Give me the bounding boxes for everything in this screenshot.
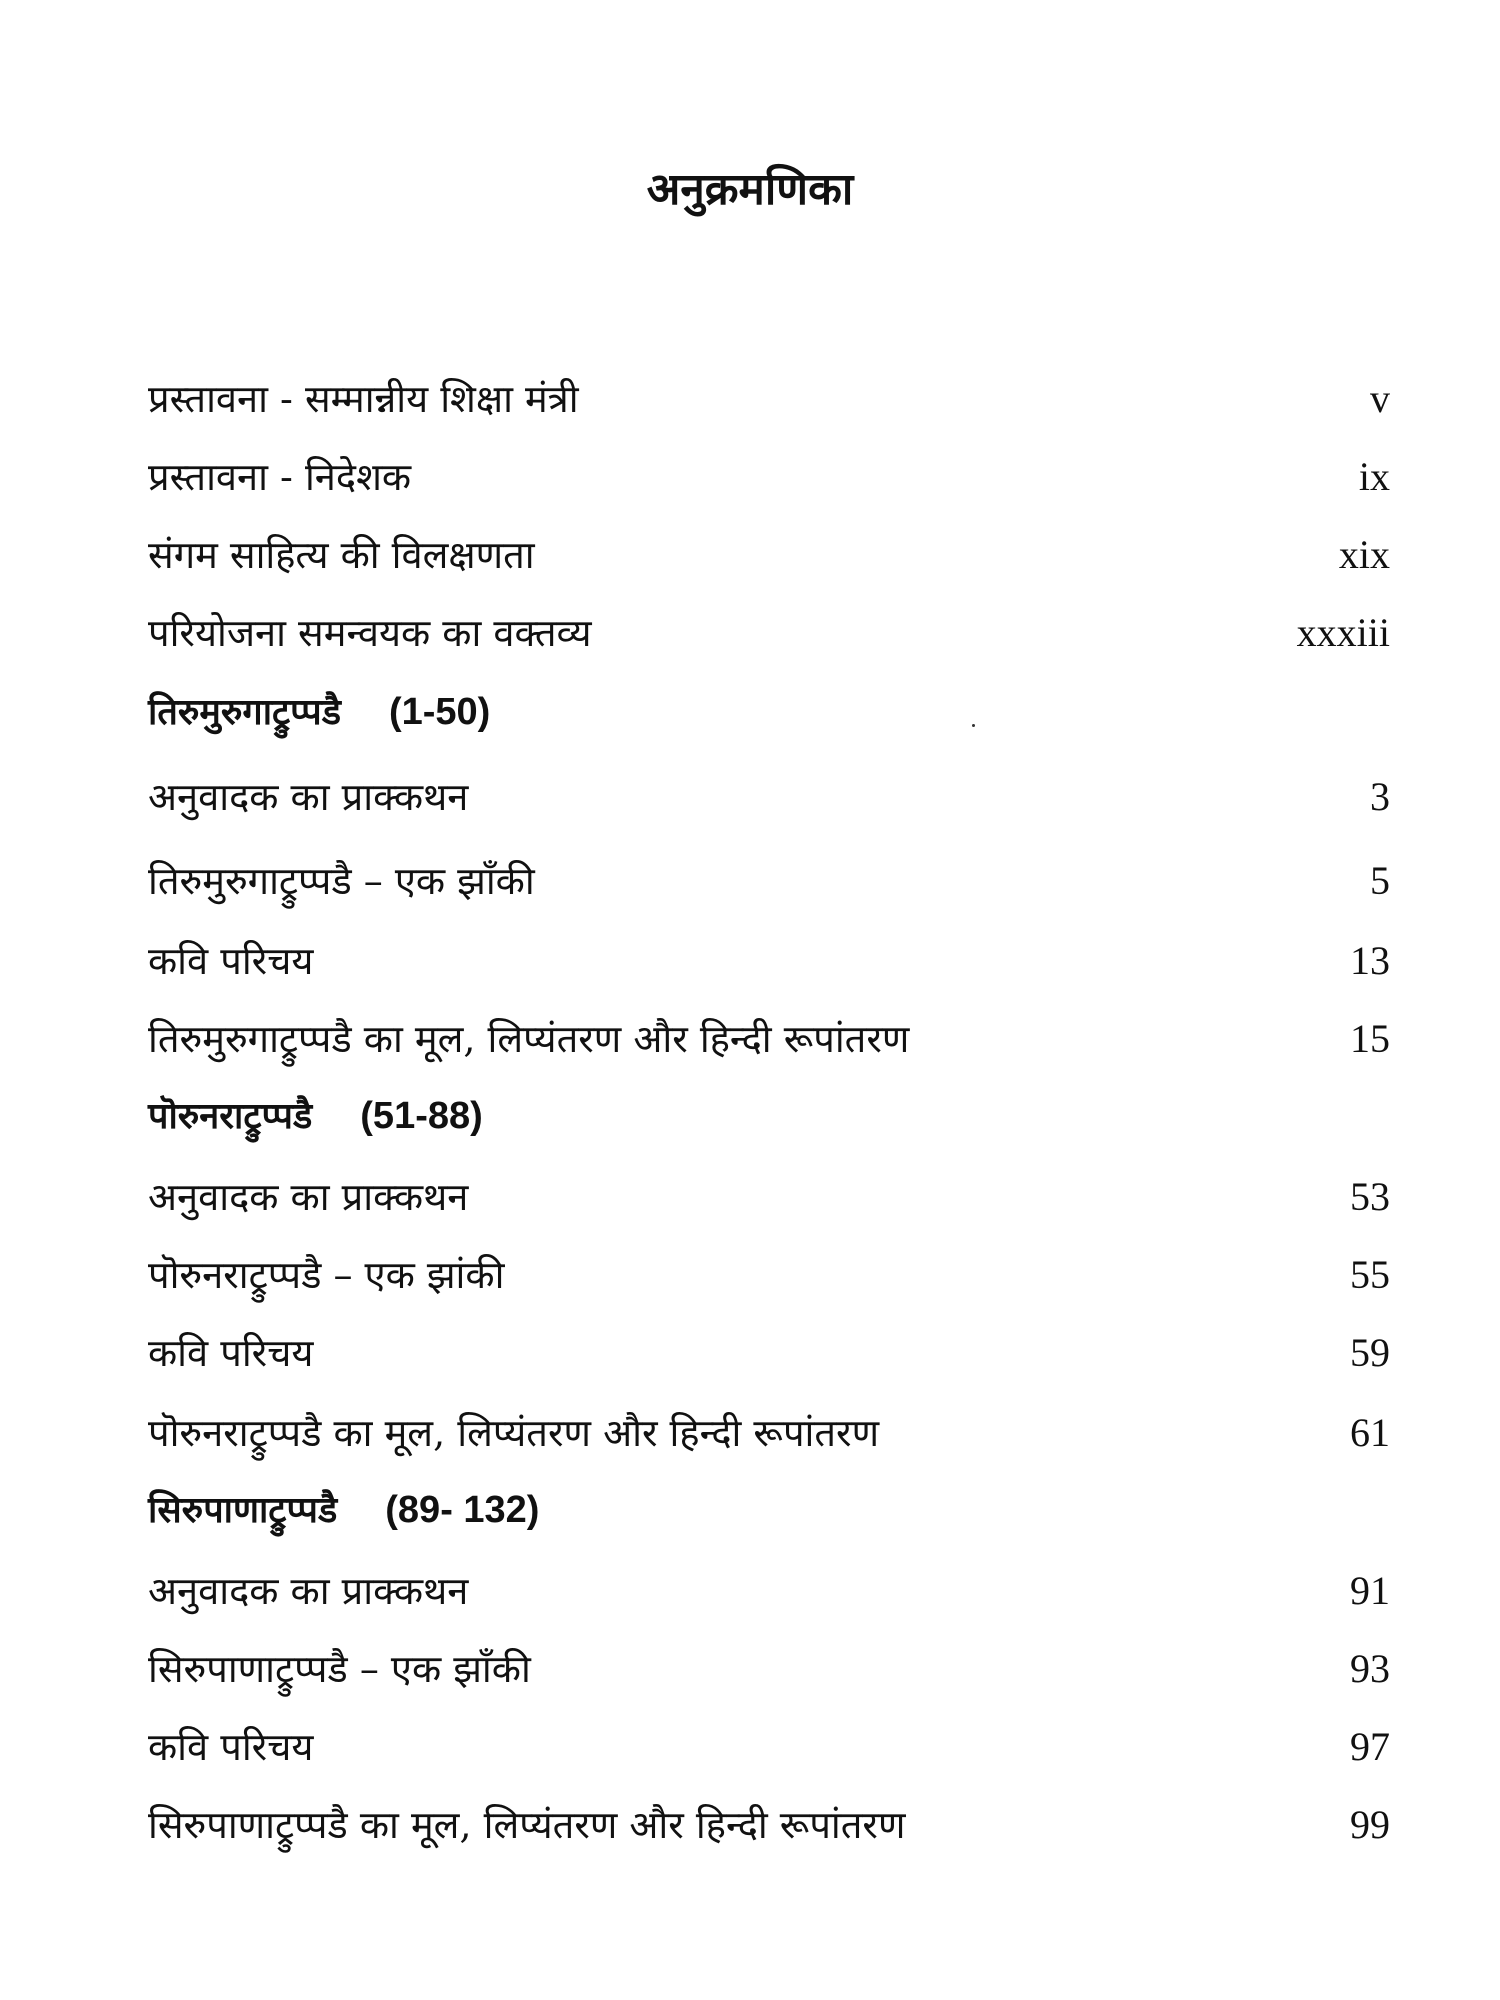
entry-page-number: 3 [1370, 774, 1390, 819]
toc-entry [148, 1794, 1390, 1850]
entry-page-number: 13 [1350, 938, 1390, 983]
entry-label: कवि परिचय [148, 1725, 314, 1769]
toc-entry [148, 524, 1390, 580]
entry-page-number: xix [1338, 532, 1390, 577]
section-range: (1-50) [388, 691, 491, 733]
entry-page-number: 55 [1350, 1252, 1390, 1297]
entry-label: तिरुमुरुगाट्रुप्पडै – एक झाँकी [148, 859, 535, 903]
toc-entry [148, 930, 1390, 986]
entry-page-number: 5 [1370, 858, 1390, 903]
toc-entry [148, 850, 1390, 906]
entry-page-number: 15 [1350, 1016, 1390, 1061]
entry-label: संगम साहित्य की विलक्षणता [148, 533, 535, 577]
entry-label: कवि परिचय [148, 939, 314, 983]
toc-entry [148, 1402, 1390, 1458]
toc-entry [148, 1166, 1390, 1222]
section-title: सिरुपाणाट्रुप्पडै [148, 1490, 338, 1531]
toc-entry [148, 602, 1390, 658]
toc-entry [148, 1716, 1390, 1772]
entry-page-number: ix [1358, 454, 1390, 499]
entry-page-number: 97 [1350, 1724, 1390, 1769]
section-heading [148, 1480, 1390, 1536]
entry-label: पॊरुनराट्रुप्पडै – एक झांकी [148, 1253, 505, 1297]
entry-label: सिरुपाणाट्रुप्पडै – एक झाँकी [148, 1647, 531, 1691]
entry-label: प्रस्तावना - सम्मान्नीय शिक्षा मंत्री [148, 377, 579, 421]
entry-page-number: v [1370, 376, 1390, 421]
section-range: (51-88) [360, 1095, 483, 1137]
entry-page-number: 91 [1350, 1568, 1390, 1613]
entry-label: अनुवादक का प्राक्कथन [148, 1569, 469, 1613]
entry-page-number: 53 [1350, 1174, 1390, 1219]
entry-label: सिरुपाणाट्रुप्पडै का मूल, लिप्यंतरण और हिन्दी रूपांतरण [148, 1803, 906, 1847]
entry-label: तिरुमुरुगाट्रुप्पडै का मूल, लिप्यंतरण और हिन्दी रूपांतरण [148, 1017, 910, 1061]
toc-entry [148, 1244, 1390, 1300]
toc-entry [148, 446, 1390, 502]
entry-label: प्रस्तावना - निदेशक [148, 455, 412, 499]
scan-speck [972, 724, 975, 727]
page-title: अनुक्रमणिका [646, 164, 854, 215]
entry-page-number: 59 [1350, 1330, 1390, 1375]
toc-entry [148, 1322, 1390, 1378]
entry-label: कवि परिचय [148, 1331, 314, 1375]
toc-entry [148, 1638, 1390, 1694]
section-heading [148, 682, 1390, 738]
entry-label: अनुवादक का प्राक्कथन [148, 775, 469, 819]
section-heading [148, 1086, 1390, 1142]
entry-page-number: xxxiii [1296, 610, 1390, 655]
toc-entry [148, 1008, 1390, 1064]
entry-page-number: 93 [1350, 1646, 1390, 1691]
section-range: (89- 132) [385, 1489, 540, 1531]
entry-label: पॊरुनराट्रुप्पडै का मूल, लिप्यंतरण और हिन्दी रूपांतरण [148, 1411, 880, 1455]
toc-entry [148, 766, 1390, 822]
entry-label: अनुवादक का प्राक्कथन [148, 1175, 469, 1219]
entry-page-number: 99 [1350, 1802, 1390, 1847]
entry-label: परियोजना समन्वयक का वक्तव्य [148, 611, 592, 655]
toc-entry [148, 1560, 1390, 1616]
section-title: पॊरुनराट्रुप्पडै [148, 1096, 313, 1137]
section-title: तिरुमुरुगाट्रुप्पडै [148, 692, 341, 733]
toc-entry [148, 368, 1390, 424]
entry-page-number: 61 [1350, 1410, 1390, 1455]
